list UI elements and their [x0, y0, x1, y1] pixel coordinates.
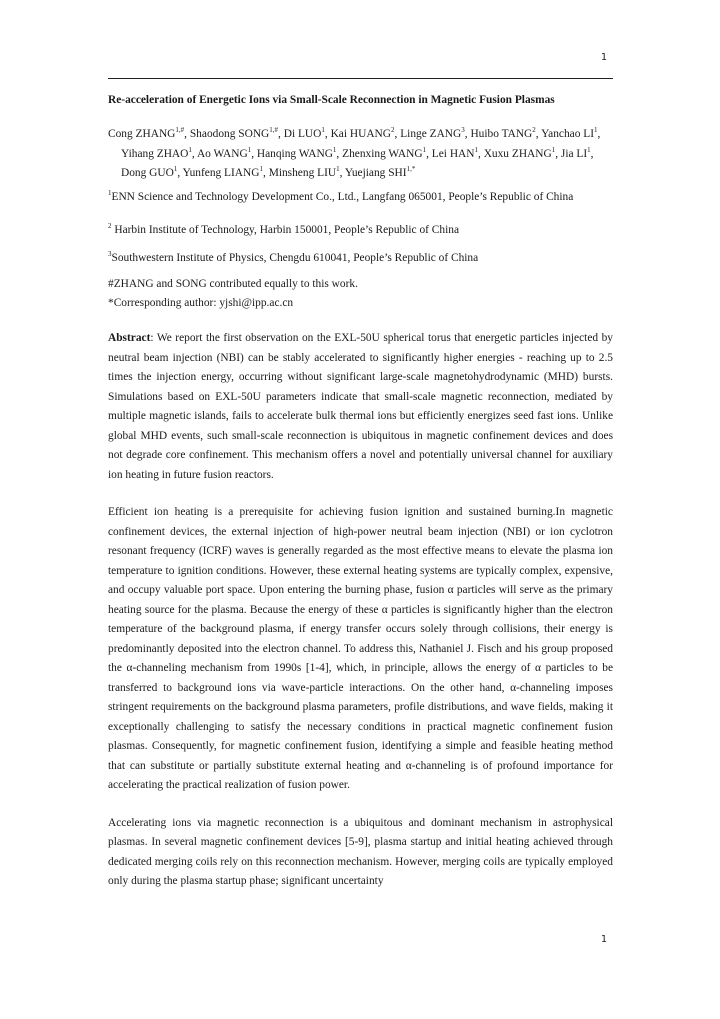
abstract-text: : We report the first observation on the EXL-50U spherical torus that energetic particles injected by neutral beam injection (NBI) can be stably accelerated to significantly higher energies - reaching up to 2.5 times the injection energy, occurring without significant large-scale magnetohydrodynamic (MHD) bursts. Simulations based on EXL-50U parameters indicate that small-scale magnetic reconnection, mediated by multiple magnetic islands, fails to accelerate bulk thermal ions but efficiently energizes seed fast ions. Unlike global MHD events, such small-scale reconnection is ubiquitous in magnetic confinement devices and does not degrade core confinement. This mechanism offers a novel and potentially universal channel for auxiliary ion heating in future fusion reactors. — [108, 332, 613, 481]
header-rule — [108, 78, 613, 79]
affiliation-text: Southwestern Institute of Physics, Chengdu 610041, People’s Republic of China — [111, 252, 479, 265]
affiliation-3 — [108, 249, 613, 268]
page-number-top: 1 — [601, 52, 608, 63]
abstract — [108, 329, 613, 485]
affiliation-mark: 3 — [108, 250, 112, 259]
affiliation-1 — [108, 183, 613, 212]
author-list: Cong $ZHANG^{1,\#}$, Shaodong $SONG^{1,\#}$, Di LUO$^1$, Kai HUANG$^2$, Linge ZANG$^3$, Huibo TANG$^2$, Yanchao $LI^1$, Yihang ZHAO$^1$, Ao WANG$^1$, Hanqing WANG$^1$, Zhenxing WANG$^1$, Lei HAN$^1$, Xuxu ZHANG$^1$, Jia $LI^1$, Dong GUO$^1$, Yunfeng LIANG$^1$, Minsheng LIU$^1$, Yuejiang $SHI^{1,*}$ — [108, 126, 601, 179]
corresponding-author-note: *Corresponding author: yjshi@ipp.ac.cn — [108, 296, 294, 309]
paper-title: Re-acceleration of Energetic Ions via Small-Scale Reconnection in Magnetic Fusion Plasmas — [108, 94, 555, 106]
body-paragraph-1: Efficient ion heating is a prerequisite for achieving fusion ignition and sustained burning.In magnetic confinement devices, the external injection of high-power neutral beam injection (NBI) or ion cyclotron resonant frequency (ICRF) waves is generally regarded as the most effective means to elevate the plasma ion temperature to ignition conditions. However, these external heating systems are typically complex, expensive, and occupy valuable port space. Upon entering the burning phase, fusion α particles will serve as the primary heating source for the plasma. Because the energy of these α particles is significantly higher than the electron temperature of the background plasma, if energy transfer occurs solely through collisions, their energy is predominantly deposited into the electron channel. To address this, Nathaniel J. Fisch and his group proposed the α-channeling mechanism from 1990s [1-4], which, in principle, allows the energy of α particles to be transferred to background ions via wave-particle interactions. On the other hand, α-channeling imposes stringent requirements on the background plasma parameters, profile distributions, and wave fields, making it exceptionally challenging to satisfy the necessary conditions in practical magnetic confinement fusion plasmas. Consequently, for magnetic confinement fusion, identifying a simple and feasible heating method that can substitute or partially substitute external heating and α-channeling is of profound importance for accelerating the practical realization of fusion power. — [108, 506, 613, 792]
affiliation-mark: 1 — [108, 189, 112, 198]
equal-contribution-note: #ZHANG and SONG contributed equally to this work. — [108, 277, 358, 290]
body-paragraph-2: Accelerating ions via magnetic reconnection is a ubiquitous and dominant mechanism in astrophysical plasmas. In several magnetic confinement devices [5-9], plasma startup and initial heating achieved through dedicated merging coils rely on this reconnection mechanism. However, merging coils are typically employed only during the plasma startup phase; significant uncertainty — [108, 816, 613, 888]
page-number-bottom: 1 — [601, 934, 608, 945]
affiliation-text: Harbin Institute of Technology, Harbin 150001, People’s Republic of China — [111, 224, 460, 237]
affiliation-text: ENN Science and Technology Development Co., Ltd., Langfang 065001, People’s Republic of China — [111, 191, 574, 204]
abstract-label: Abstract — [108, 332, 151, 345]
paper-content — [108, 91, 613, 892]
affiliation-2 — [108, 221, 613, 240]
affiliation-mark: 2 — [108, 222, 112, 231]
